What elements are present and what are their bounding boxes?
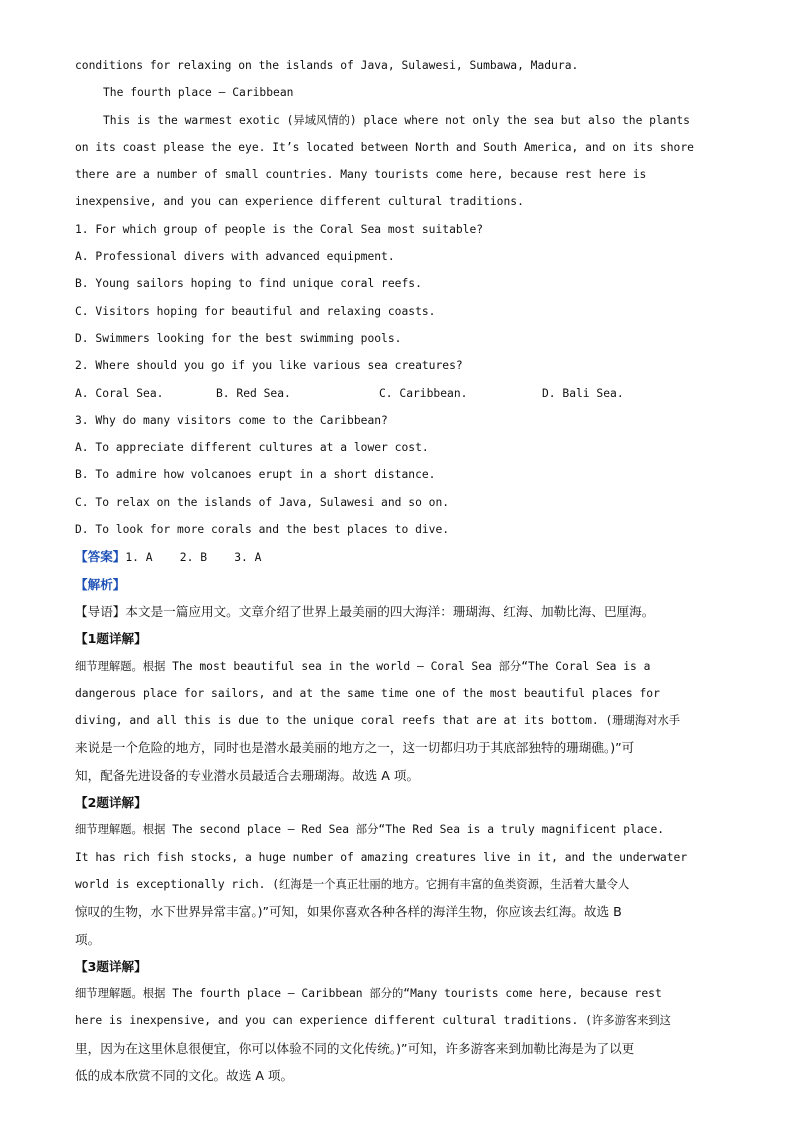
q2-detail-line: 细节理解题。根据 The second place — Red Sea 部分“The Red Sea is a truly magnificent place. bbox=[75, 823, 665, 837]
question-3-option-b: B. To admire how volcanoes erupt in a short distance. bbox=[75, 468, 436, 482]
q1-detail-line: dangerous place for sailors, and at the same time one of the most beautiful places for bbox=[75, 686, 660, 700]
q3-detail-line: 细节理解题。根据 The fourth place — Caribbean 部分的“Many tourists come here, because rest bbox=[75, 987, 662, 1001]
question-3-option-c: C. To relax on the islands of Java, Sulawesi and so on. bbox=[75, 495, 450, 509]
question-2-option-a: A. Coral Sea. bbox=[75, 386, 164, 400]
question-1-option-c: C. Visitors hoping for beautiful and relaxing coasts. bbox=[75, 304, 436, 318]
question-1-stem: 1. For which group of people is the Coral Sea most suitable? bbox=[75, 222, 484, 236]
question-3-stem: 3. Why do many visitors come to the Caribbean? bbox=[75, 413, 388, 427]
q3-detail-line: 里，因为在这里休息很便宜，你可以体验不同的文化传统。)”可知，许多游客来到加勒比海是为了以更 bbox=[75, 1040, 635, 1056]
answer-line bbox=[75, 543, 720, 570]
question-2-options bbox=[75, 380, 720, 407]
analysis-line bbox=[75, 571, 720, 598]
passage-line: on its coast please the eye. It’s located between North and South America, and on its shore bbox=[75, 140, 694, 154]
answer-label: 【答案】 bbox=[75, 549, 126, 565]
q2-detail-line: It has rich fish stocks, a huge number of amazing creatures live in it, and the underwater bbox=[75, 850, 688, 864]
question-1-option-a: A. Professional divers with advanced equipment. bbox=[75, 250, 395, 264]
passage-line: there are a number of small countries. Many tourists come here, because rest here is bbox=[75, 168, 647, 182]
q2-detail-line: 惊叹的生物，水下世界异常丰富。)”可知，如果你喜欢各种各样的海洋生物，你应该去红海。故选 B bbox=[75, 904, 622, 920]
question-2-option-c: C. Caribbean. bbox=[379, 386, 468, 400]
question-2-option-b: B. Red Sea. bbox=[216, 386, 291, 400]
question-1-option-d: D. Swimmers looking for the best swimming pools. bbox=[75, 331, 402, 345]
q1-detail-line: 来说是一个危险的地方，同时也是潜水最美丽的地方之一，这一切都归功于其底部独特的珊瑚礁。)”可 bbox=[75, 740, 635, 756]
q1-detail-line: diving, and all this is due to the unique coral reefs that are at its bottom. (珊瑚海对水手 bbox=[75, 714, 681, 728]
document-page bbox=[75, 52, 720, 1089]
question-3-option-a: A. To appreciate different cultures at a lower cost. bbox=[75, 441, 429, 455]
q3-detail-title: 【3题详解】 bbox=[75, 958, 147, 974]
q2-detail-title: 【2题详解】 bbox=[75, 795, 147, 811]
q1-detail-line: 知，配备先进设备的专业潜水员最适合去珊瑚海。故选 A 项。 bbox=[75, 767, 420, 783]
answer-text: 1. A 2. B 3. A bbox=[125, 551, 262, 565]
question-2-option-d: D. Bali Sea. bbox=[542, 386, 624, 400]
q3-detail-line: 低的成本欣赏不同的文化。故选 A 项。 bbox=[75, 1067, 294, 1083]
q2-detail-line: world is exceptionally rich. (红海是一个真正壮丽的地方。它拥有丰富的鱼类资源，生活着大量令人 bbox=[75, 877, 630, 891]
analysis-label: 【解析】 bbox=[75, 576, 126, 592]
passage-line: conditions for relaxing on the islands of Java, Sulawesi, Sumbawa, Madura. bbox=[75, 59, 579, 72]
section-heading-caribbean: The fourth place — Caribbean bbox=[103, 86, 294, 100]
q2-detail-line: 项。 bbox=[75, 931, 101, 947]
q1-detail-title: 【1题详解】 bbox=[75, 631, 147, 647]
question-2-stem: 2. Where should you go if you like various sea creatures? bbox=[75, 359, 463, 373]
analysis-intro: 【导语】本文是一篇应用文。文章介绍了世界上最美丽的四大海洋：珊瑚海、红海、加勒比海、巴厘海。 bbox=[75, 603, 655, 619]
q1-detail-line: 细节理解题。根据 The most beautiful sea in the world — Coral Sea 部分“The Coral Sea is a bbox=[75, 659, 651, 673]
passage-line: inexpensive, and you can experience different cultural traditions. bbox=[75, 195, 524, 209]
passage-line: This is the warmest exotic (异域风情的) place where not only the sea but also the plants bbox=[103, 113, 690, 127]
question-1-option-b: B. Young sailors hoping to find unique coral reefs. bbox=[75, 277, 422, 291]
q3-detail-line: here is inexpensive, and you can experience different cultural traditions. (许多游客来到这 bbox=[75, 1014, 671, 1028]
question-3-option-d: D. To look for more corals and the best places to dive. bbox=[75, 523, 450, 537]
